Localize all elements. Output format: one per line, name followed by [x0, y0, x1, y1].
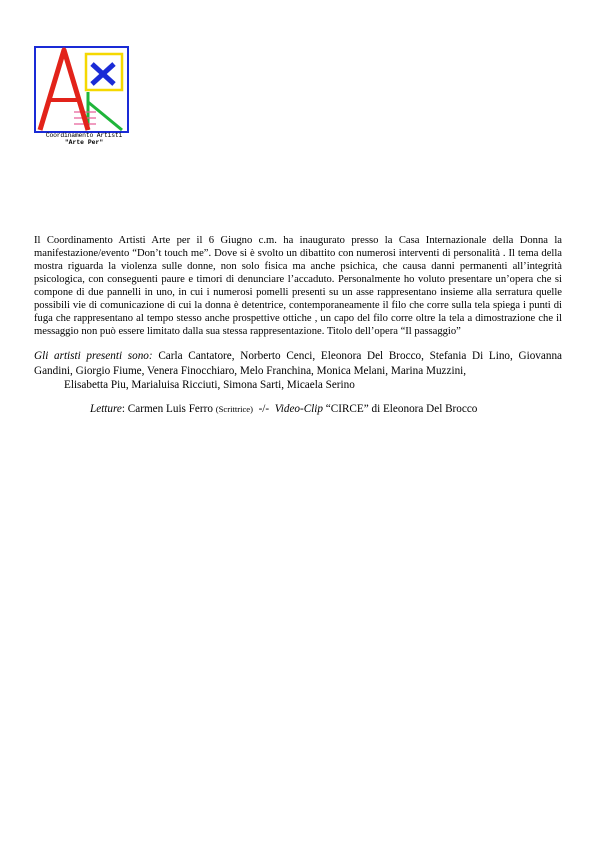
logo-r-leg	[88, 102, 122, 130]
video-clip-title: “CIRCE” di Eleonora Del Brocco	[323, 403, 478, 415]
artists-names: Carla Cantatore, Norberto Cenci, Eleonora Del Brocco, Stefania Di Lino, Giovanna Gandini, Giorgio Fiume, Venera Finocchiaro, Melo Franchina, Monica Melani, Marina Muzzini,	[34, 350, 563, 377]
logo	[34, 46, 134, 146]
body-paragraph: Il Coordinamento Artisti Arte per il 6 Giugno c.m. ha inaugurato presso la Casa Internazionale della Donna la manifestazione/evento “Don’t touch me”. Dove si è svolto un dibattito con numerosi interventi di personalità . Il tema della mostra riguarda la violenza sulle donne, non solo fisica ma anche psichica, che causa danni permanenti all’integrità psicologica, con conseguenti paure e timori di denunciare l’accaduto. Personalmente ho voluto presentare un’opera che si compone di due pannelli in uno, in cui i numerosi pomelli presenti su un asse rappresentano insieme alla serratura quelle possibili vie di comunicazione di cui la donna è detentrice, contemporaneamente il filo che corre sulla tela spiega i punti di fuga che rappresentano al tempo stesso anche prospettive ottiche , un capo del filo corre oltre la tela a dimostrazione che il messaggio non può essere limitato dalla sua stessa rappresentazione. Titolo dell’opera “Il passaggio”	[34, 235, 562, 337]
letture-separator: -/-	[252, 403, 275, 415]
logo-subcaption: "Arte Per"	[64, 139, 104, 146]
letture-line	[90, 402, 570, 416]
logo-caption: Coordinamento Artisti	[45, 132, 123, 139]
letture-label: Letture	[90, 403, 122, 415]
letture-reader: : Carmen Luis Ferro	[121, 403, 216, 415]
letture-role: (Scrittrice)	[215, 404, 253, 414]
artists-label: Gli artisti presenti sono:	[34, 350, 153, 362]
artists-names-last: Elisabetta Piu, Marialuisa Ricciuti, Simona Sarti, Micaela Serino	[64, 379, 355, 391]
video-clip-label: Video-Clip	[274, 403, 323, 415]
arte-per-logo-mark	[34, 46, 134, 146]
artists-section	[34, 349, 562, 393]
